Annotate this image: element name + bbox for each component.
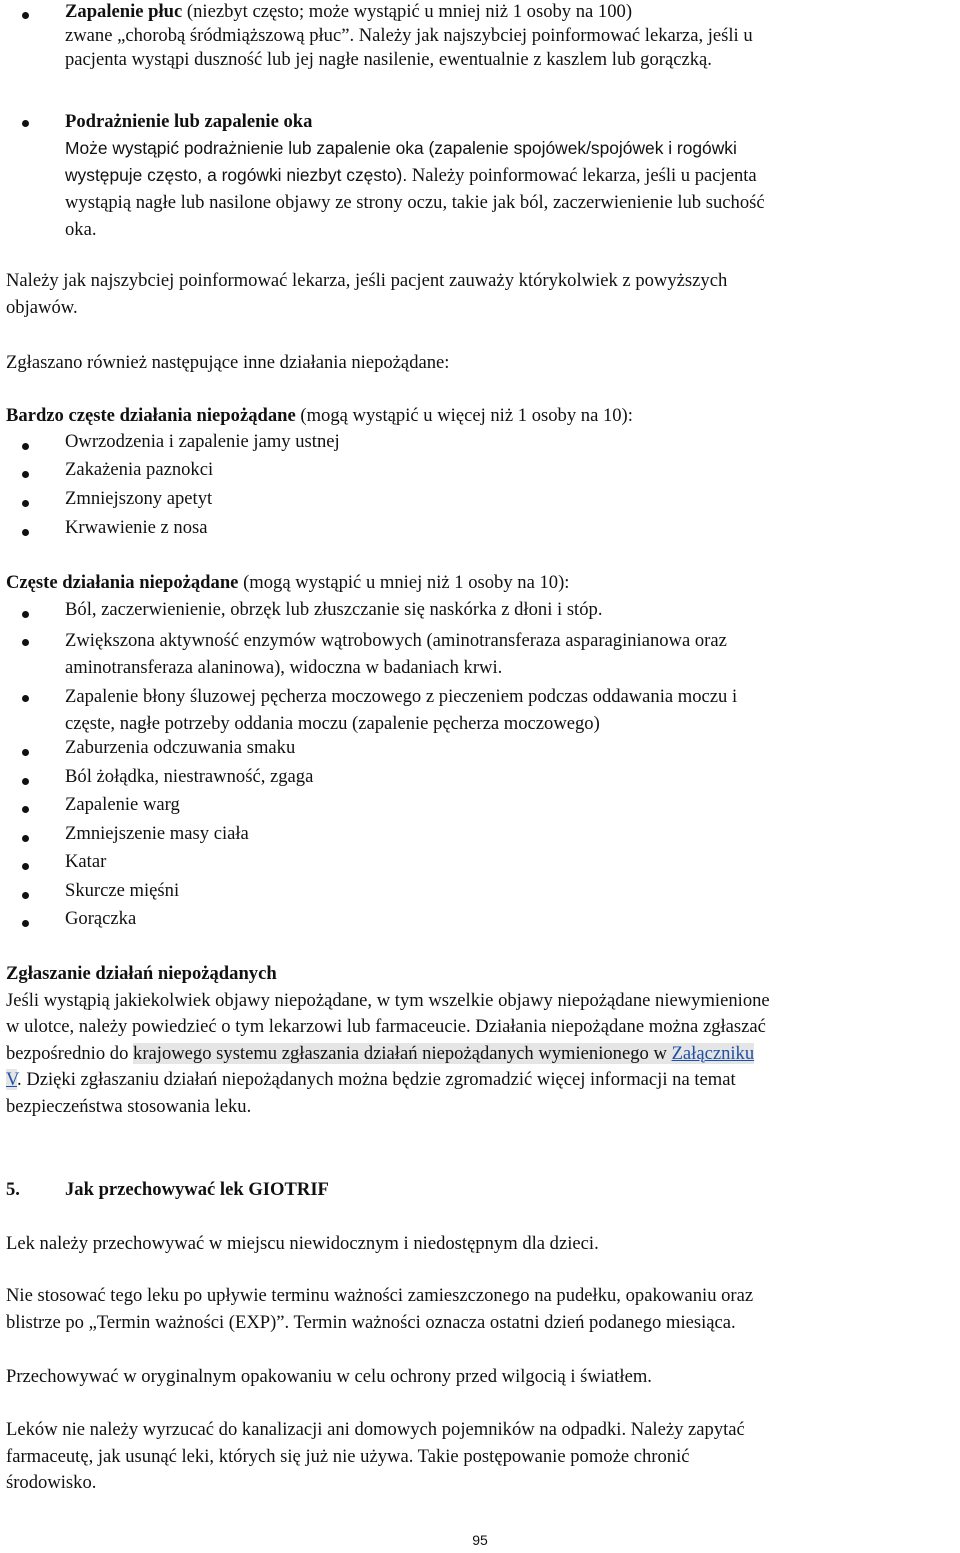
- reporting-heading: Zgłaszanie działań niepożądanych: [6, 963, 277, 984]
- very-common-note: (mogą wystąpić u więcej niż 1 osoby na 10):: [295, 405, 633, 426]
- storage-paragraph-2: Nie stosować tego leku po upływie terminu ważności zamieszczonego na pudełku, opakowaniu oraz blistrze po „Termin ważności (EXP)”. Termin ważności oznacza ostatni dzień podanego miesiąca.: [6, 1285, 754, 1333]
- eye-line-1: Może wystąpić podrażnienie lub zapalenie oka (zapalenie spojówek/spojówek i rogówki: [65, 138, 737, 158]
- appendix-v-link-cont[interactable]: V: [6, 1069, 18, 1090]
- pneumonitis-line-2: zwane „chorobą śródmiąższową płuc”. Należy jak najszybciej poinformować lekarza, jeśli u: [65, 25, 753, 46]
- inform-doctor-line-2: objawów.: [6, 296, 78, 318]
- very-common-heading: Bardzo częste działania niepożądane: [6, 405, 296, 426]
- page-number: 95: [472, 1532, 488, 1548]
- common-note: (mogą wystąpić u mniej niż 1 osoby na 10):: [238, 572, 570, 593]
- pneumonitis-title: Zapalenie płuc: [65, 1, 183, 22]
- common-heading-line: [6, 570, 960, 597]
- eye-line-2b: Należy poinformować lekarza, jeśli u pacjenta: [407, 165, 757, 186]
- bullet-dot: [22, 12, 29, 19]
- inform-doctor-line-1: Należy jak najszybciej poinformować lekarza, jeśli pacjent zauważy którykolwiek z powyższych: [6, 270, 728, 291]
- eye-line-4: oka.: [65, 219, 97, 240]
- eye-title: Podrażnienie lub zapalenie oka: [65, 111, 313, 132]
- section-5-heading: [6, 1177, 960, 1204]
- inform-doctor-paragraph: [6, 268, 960, 321]
- reporting-section: Zgłaszanie działań niepożądanych Jeśli wystąpią jakiekolwiek objawy niepożądane, w tym wszelkie objawy niepożądane niewymienione w ulotce, należy powiedzieć o tym lekarzowi lub farmaceucie. Działania niepożądane można zgłaszać bezpośrednio do krajowego systemu zgłaszania działań niepożądanych wymienionego w Załączniku V. Dzięki zgłaszaniu działań niepożądanych można będzie zgromadzić więcej informacji na temat bezpieczeństwa stosowania leku.: [6, 961, 960, 1120]
- eye-line-3: wystąpią nagłe lub nasilone objawy ze strony oczu, takie jak ból, zaczerwienienie lub suchość: [65, 192, 765, 213]
- storage-paragraph-4: Leków nie należy wyrzucać do kanalizacji ani domowych pojemników na odpadki. Należy zapytać farmaceutę, jak usunąć leki, których się już nie używa. Takie postępowanie pomoże chronić środowisko.: [6, 1419, 745, 1493]
- appendix-v-link[interactable]: Załączniku: [671, 1042, 755, 1064]
- common-heading: Częste działania niepożądane: [6, 572, 239, 593]
- pneumonitis-line-3: pacjenta wystąpi duszność lub jej nagłe nasilenie, ewentualnie z kaszlem lub gorączką.: [65, 49, 712, 70]
- also-reported-text: Zgłaszano również następujące inne działania niepożądane:: [6, 352, 450, 373]
- national-reporting-system-text: krajowego systemu zgłaszania działań niepożądanych wymienionego w: [133, 1042, 672, 1064]
- bullet-dot: [22, 120, 29, 127]
- very-common-heading-line: [6, 403, 960, 430]
- section-title: Jak przechowywać lek GIOTRIF: [65, 1179, 329, 1200]
- storage-paragraph-1: Lek należy przechowywać w miejscu niewidocznym i niedostępnym dla dzieci.: [6, 1233, 599, 1254]
- section-number: 5.: [6, 1179, 20, 1200]
- pneumonitis-frequency: (niezbyt często; może wystąpić u mniej niż 1 osoby na 100): [182, 1, 633, 22]
- eye-line-2a: występuje często, a rogówki niezbyt często).: [65, 165, 408, 185]
- storage-paragraph-3: Przechowywać w oryginalnym opakowaniu w celu ochrony przed wilgocią i światłem.: [6, 1366, 652, 1387]
